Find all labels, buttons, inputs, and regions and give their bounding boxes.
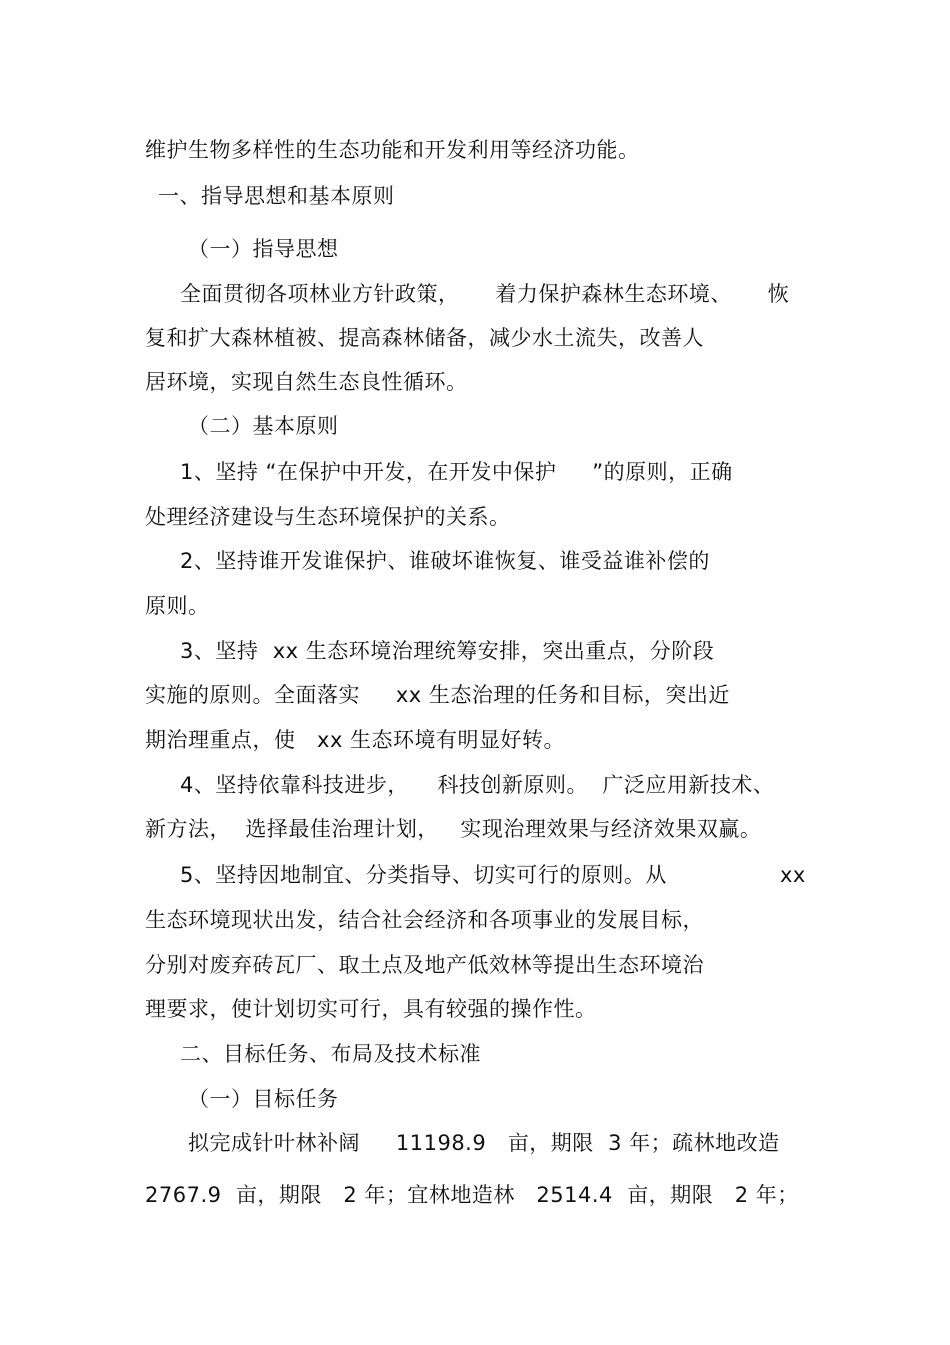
text-line: 期治理重点，使 xx 生态环境有明显好转。 [145,728,566,752]
text-line: 生态环境现状出发，结合社会经济和各项事业的发展目标， [145,908,704,932]
subsection-heading: （二）基本原则 [188,414,339,438]
text-line: 原则。 [145,594,210,618]
text-line: 5、坚持因地制宜、分类指导、切实可行的原则。从 [180,863,667,887]
text-line: xx [780,863,806,887]
text-line: 居环境，实现自然生态良性循环。 [145,370,468,394]
subsection-heading: （一）指导思想 [188,237,339,261]
text-line: 实施的原则。全面落实 xx 生态治理的任务和目标，突出近 [145,683,730,707]
text-line: 3、坚持 xx 生态环境治理统筹安排，突出重点，分阶段 [180,639,715,663]
text-line: 理要求，使计划切实可行，具有较强的操作性。 [145,997,597,1021]
text-line: 全面贯彻各项林业方针政策， 着力保护森林生态环境、 恢 [180,282,790,306]
text-line: 4、坚持依靠科技进步， 科技创新原则。 广泛应用新技术、 [180,773,775,797]
text-line: 新方法， 选择最佳治理计划， 实现治理效果与经济效果双赢。 [145,817,762,841]
subsection-heading: （一）目标任务 [188,1087,339,1111]
text-line: 2767.9 亩，期限 2 年；宜林地造林 2514.4 亩，期限 2 年； [145,1183,799,1207]
text-line: 处理经济建设与生态环境保护的关系。 [145,505,511,529]
text-line: 2、坚持谁开发谁保护、谁破坏谁恢复、谁受益谁补偿的 [180,549,710,573]
text-line: 分别对废弃砖瓦厂、取土点及地产低效林等提出生态环境治 [145,953,704,977]
section-heading: 二、目标任务、布局及技术标准 [180,1042,481,1066]
text-line: 维护生物多样性的生态功能和开发利用等经济功能。 [145,138,640,162]
text-line: 复和扩大森林植被、提高森林储备，减少水土流失，改善人 [145,326,704,350]
section-heading: 一、指导思想和基本原则 [158,184,395,208]
text-line: 拟完成针叶林补阔 11198.9 亩，期限 3 年；疏林地改造 [188,1131,780,1155]
text-line: 1、坚持 “在保护中开发，在开发中保护 ”的原则，正确 [180,460,733,484]
